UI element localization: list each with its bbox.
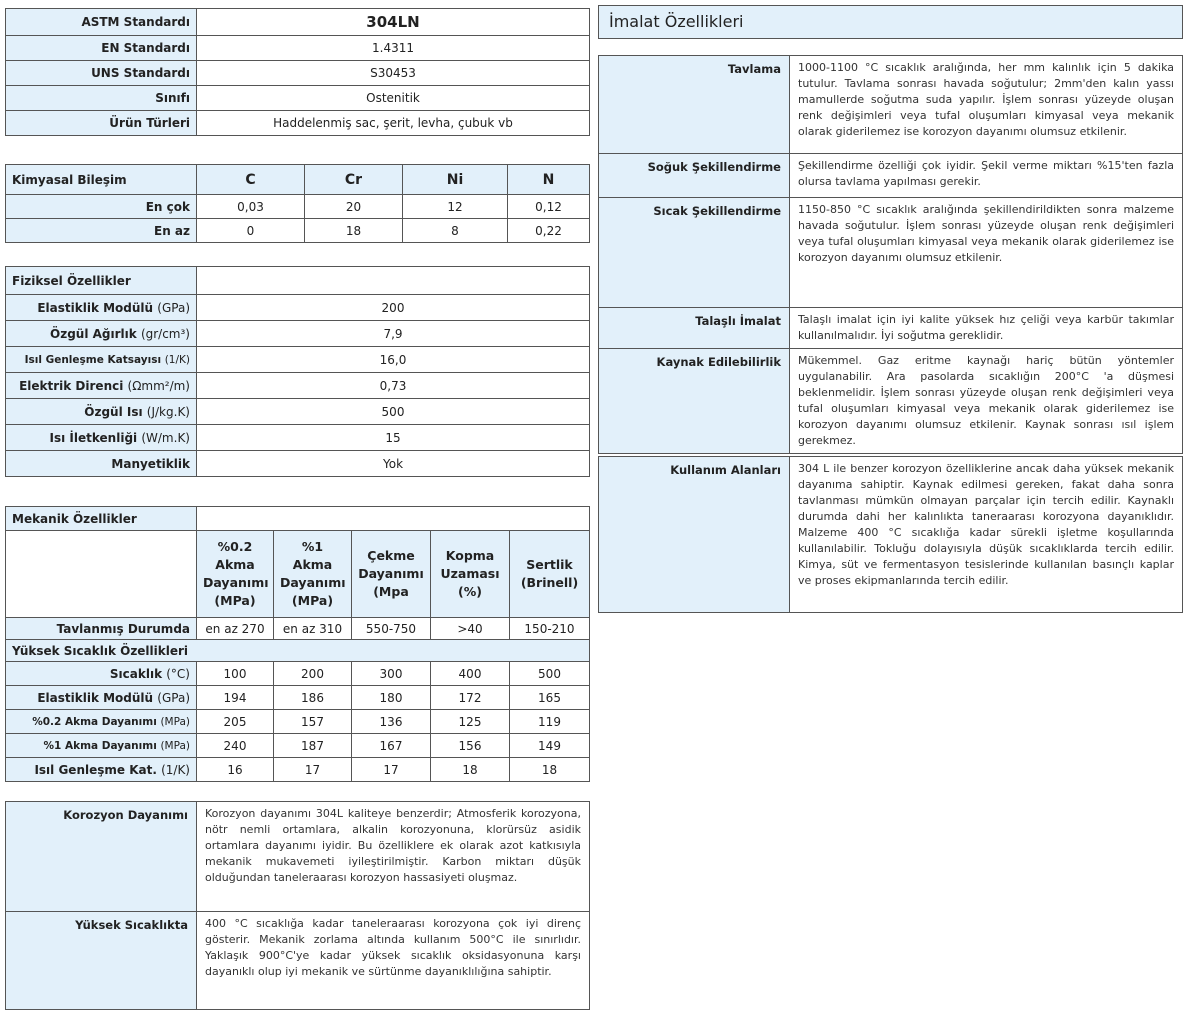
table-row [599,308,1183,349]
cell: 119 [510,710,590,734]
prop-value: Yok [197,451,590,477]
usage-text: 304 L ile benzer korozyon özelliklerine ancak daha yüksek mekanik dayanıma sahiptir. Kaynak edilmesi gereken, fakat daha sonra tavlanması mümkün olmayan parçalar için tercih edilir. Kaynaklı durumda dahi her kalınlıkta taneraarası korozyona dayanıklıdır. Malzeme 400 °C sıcaklığa kadar sürekli işletme koşullarında kullanılabilir. Tokluğu dolayısıyla düşük sıcaklıklarda tercih edilir. Kimya, süt ve fermentasyon tesislerinde kullanılan basınçlı kaplar ve proses ekipmanlarında tercih edilir. [790,457,1183,613]
empty-cell [197,507,590,531]
corrosion-table [5,801,590,1010]
cell: 165 [510,686,590,710]
table-row [6,912,590,1010]
mechanical-table [5,506,590,782]
hot-forming-label: Sıcak Şekillendirme [599,198,790,308]
row-unit: (MPa) [160,739,190,752]
cell: 0,03 [197,195,305,219]
prop-value: 200 [197,295,590,321]
prop-value: 16,0 [197,347,590,373]
table-row [6,36,590,61]
corrosion-text: Korozyon dayanımı 304L kaliteye benzerdir; Atmosferik korozyona, nötr nemli ortamlara, alkalin korozyonuna, klorürsüz asidik ortamlara dayanımı iyidir. Bu özelliklere ek olarak azot katkısıyla mekanik mukavemeti iyileştirilmiştir. Karbon miktarı düşük olduğundan taneleraarası korozyon hassasiyeti oluşmaz. [197,802,590,912]
cell: 172 [431,686,510,710]
cell: 100 [197,662,274,686]
table-row [6,710,590,734]
table-row [6,399,590,425]
standards-table [5,8,590,136]
machining-text: Talaşlı imalat için iyi kalite yüksek hız çeliği veya karbür takımlar kullanılmalıdır. İyi soğutma gereklidir. [790,308,1183,349]
cell: en az 310 [274,618,352,640]
hightemp-text: 400 °C sıcaklığa kadar taneleraarası korozyona çok iyi direnç gösterir. Mekanik zorlama altında kullanım 500°C ile sınırlıdır. Yaklaşık 900°C'ye kadar yüksek sıcaklık oksidasyonuna karşı dayanıklı olup iyi mekanik ve sürtünme dayanıklılığına sahiptir. [197,912,590,1010]
table-row [6,531,590,618]
cell: 400 [431,662,510,686]
cell: 157 [274,710,352,734]
cold-forming-text: Şekillendirme özelliği çok iyidir. Şekil verme miktarı %15'ten fazla olursa tavlama yapılması gerekir. [790,154,1183,198]
table-row [6,219,590,243]
physical-table [5,266,590,477]
prop-unit: (J/kg.K) [146,404,190,419]
usage-table [598,456,1183,613]
cell: 16 [197,758,274,782]
uns-value: S30453 [197,61,590,86]
hightemp-label: Yüksek Sıcaklıkta [6,912,197,1010]
physical-title: Fiziksel Özellikler [6,267,197,295]
welding-label: Kaynak Edilebilirlik [599,349,790,454]
row-label: Sıcaklık [109,666,163,681]
element-c: C [197,165,305,195]
machining-label: Talaşlı İmalat [599,308,790,349]
prop-unit: (1/K) [164,353,190,366]
table-row [6,61,590,86]
empty-cell [6,531,197,618]
table-row [6,165,590,195]
usage-label: Kullanım Alanları [599,457,790,613]
table-row [6,86,590,111]
prop-label: Özgül Isı [84,404,143,419]
table-row [6,347,590,373]
table-row [6,758,590,782]
cell: 187 [274,734,352,758]
cell: 0,22 [508,219,590,243]
annealing-text: 1000-1100 °C sıcaklık aralığında, her mm kalınlık için 5 dakika tutulur. Tavlama sonrası havada soğutulur; 2mm'den kalın yassı mamullerde soğutma suda yapılır. İşlem sonrası yüzeyde oluşan renk değişimleri veya tufal oluşumları kimyasal veya mekanik olarak giderilemez ise korozyon dayanımı olumsuz etkilenir. [790,56,1183,154]
en-label: EN Standardı [6,36,197,61]
hightemp-title: Yüksek Sıcaklık Özellikleri [6,640,590,662]
astm-label: ASTM Standardı [6,9,197,36]
cell: 0 [197,219,305,243]
row-label: %1 Akma Dayanımı [43,739,157,752]
welding-text: Mükemmel. Gaz eritme kaynağı hariç bütün yöntemler uygulanabilir. Ara pasolarda sıcaklığın 200°C 'a düşmesi beklenmelidir. İşlem sonrası yüzeyde oluşan renk değişimleri veya tufal oluşumları kimyasal veya mekanik olarak giderilemez ise korozyon dayanımı olumsuz etkilenir. Kaynak sonrası ısıl işlem gerekmez. [790,349,1183,454]
table-row [6,425,590,451]
row-unit: (°C) [166,666,190,681]
min-label: En az [6,219,197,243]
table-row [6,662,590,686]
col-header: Sertlik (Brinell) [510,531,590,618]
cell: 167 [352,734,431,758]
table-row [6,111,590,136]
cold-forming-label: Soğuk Şekillendirme [599,154,790,198]
cell: 186 [274,686,352,710]
cell: 200 [274,662,352,686]
cell: 240 [197,734,274,758]
prop-label: Isıl Genleşme Katsayısı [24,353,162,366]
prop-label: Özgül Ağırlık [50,326,137,341]
cell: 12 [403,195,508,219]
table-row [6,373,590,399]
row-unit: (MPa) [160,715,190,728]
product-label: Ürün Türleri [6,111,197,136]
table-row [6,267,590,295]
cell: 8 [403,219,508,243]
prop-value: 500 [197,399,590,425]
element-ni: Ni [403,165,508,195]
table-row [6,507,590,531]
cell: 18 [510,758,590,782]
table-row [6,321,590,347]
cell: 136 [352,710,431,734]
empty-cell [197,267,590,295]
table-row [6,618,590,640]
astm-value: 304LN [197,9,590,36]
table-row [6,802,590,912]
prop-label: Isı İletkenliği [49,430,138,445]
cell: >40 [431,618,510,640]
chemical-table [5,164,590,243]
table-row [6,9,590,36]
prop-label: Manyetiklik [111,456,190,471]
table-row [6,451,590,477]
cell: 149 [510,734,590,758]
col-header: Kopma Uzaması (%) [431,531,510,618]
element-n: N [508,165,590,195]
cell: 18 [305,219,403,243]
cell: 0,12 [508,195,590,219]
table-row [6,640,590,662]
table-row [599,349,1183,454]
cell: 156 [431,734,510,758]
prop-value: 7,9 [197,321,590,347]
en-value: 1.4311 [197,36,590,61]
prop-unit: (gr/cm³) [140,326,190,341]
cell: 550-750 [352,618,431,640]
hot-forming-text: 1150-850 °C sıcaklık aralığında şekillendirildikten sonra malzeme havada soğutulur. İşlem sonrası yüzeyde oluşan renk değişimleri veya tufal oluşumları kimyasal veya mekanik olarak giderilemez ise korozyon dayanımı olumsuz etkilenir. [790,198,1183,308]
col-header: %0.2 Akma Dayanımı (MPa) [197,531,274,618]
table-row [6,295,590,321]
max-label: En çok [6,195,197,219]
table-row [599,154,1183,198]
manufacturing-title: İmalat Özellikleri [598,5,1183,39]
product-value: Haddelenmiş sac, şerit, levha, çubuk vb [197,111,590,136]
cell: 180 [352,686,431,710]
table-row [599,457,1183,613]
cell: 300 [352,662,431,686]
table-row [6,195,590,219]
row-label: Isıl Genleşme Kat. [34,762,157,777]
corrosion-label: Korozyon Dayanımı [6,802,197,912]
cell: 17 [352,758,431,782]
col-header: %1 Akma Dayanımı (MPa) [274,531,352,618]
mechanical-title: Mekanik Özellikler [6,507,197,531]
prop-value: 15 [197,425,590,451]
cell: 125 [431,710,510,734]
prop-unit: (Ωmm²/m) [127,378,190,393]
class-value: Ostenitik [197,86,590,111]
class-label: Sınıfı [6,86,197,111]
prop-label: Elektrik Direnci [19,378,124,393]
cell: 18 [431,758,510,782]
table-row [599,198,1183,308]
prop-label: Elastiklik Modülü [37,300,154,315]
annealing-label: Tavlama [599,56,790,154]
cell: 194 [197,686,274,710]
element-cr: Cr [305,165,403,195]
uns-label: UNS Standardı [6,61,197,86]
chemical-title: Kimyasal Bileşim [6,165,197,195]
cell: 17 [274,758,352,782]
prop-value: 0,73 [197,373,590,399]
row-label: %0.2 Akma Dayanımı [32,715,157,728]
table-row [6,686,590,710]
prop-unit: (GPa) [157,300,190,315]
cell: 150-210 [510,618,590,640]
row-label: Elastiklik Modülü [37,690,154,705]
manufacturing-table [598,55,1183,454]
row-unit: (1/K) [161,762,190,777]
cell: en az 270 [197,618,274,640]
table-row [599,56,1183,154]
cell: 20 [305,195,403,219]
annealed-label: Tavlanmış Durumda [6,618,197,640]
table-row [6,734,590,758]
cell: 500 [510,662,590,686]
cell: 205 [197,710,274,734]
col-header: Çekme Dayanımı (Mpa [352,531,431,618]
row-unit: (GPa) [157,690,190,705]
prop-unit: (W/m.K) [141,430,190,445]
